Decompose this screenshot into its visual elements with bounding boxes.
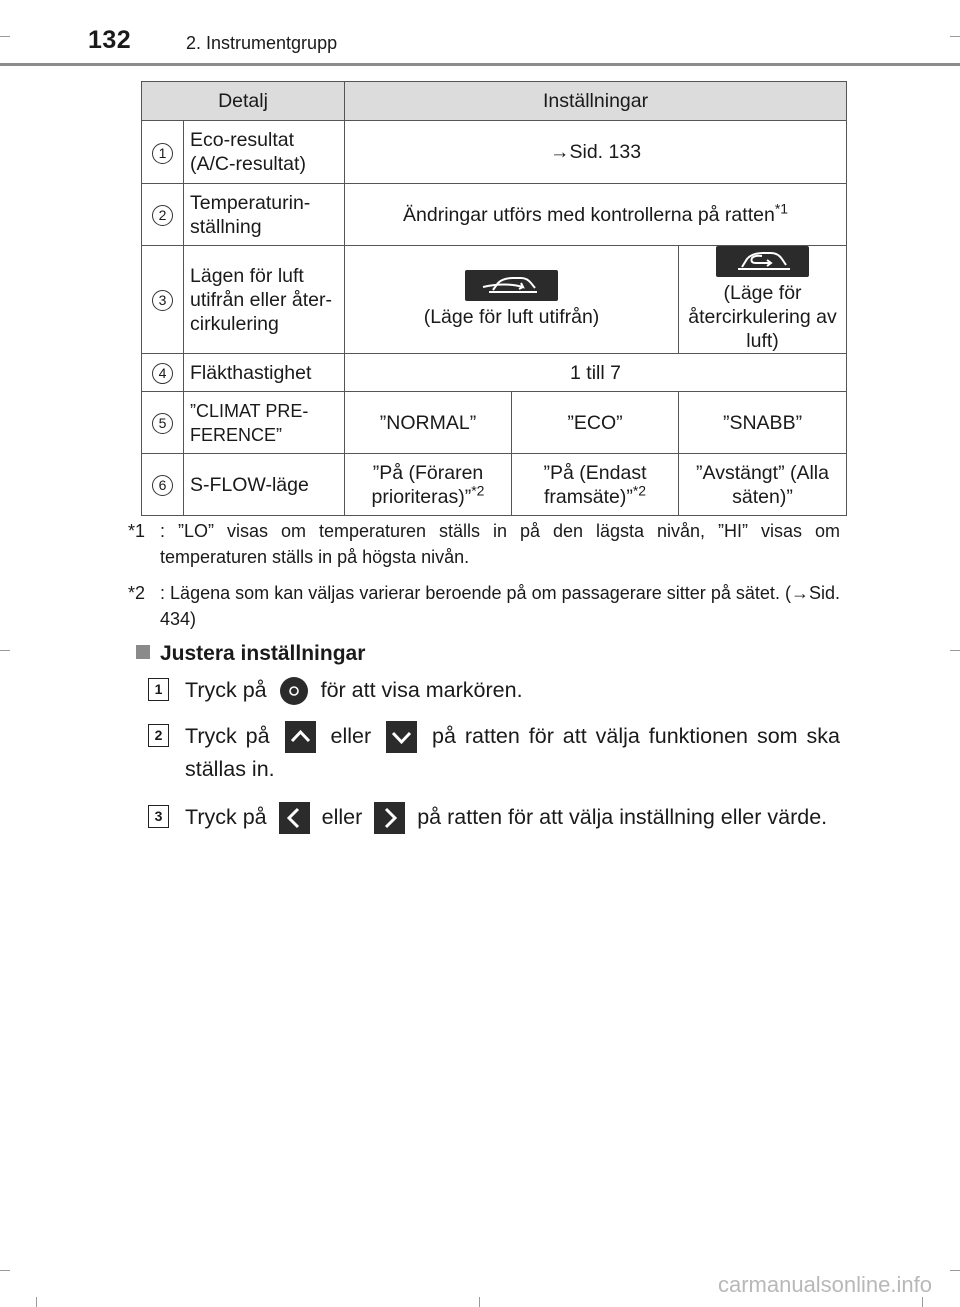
page-header	[0, 0, 960, 68]
row-item: Fläkthastighet	[184, 354, 345, 392]
step	[148, 720, 840, 786]
option-recirculation-label: (Läge för återcirkulering av luft)	[688, 282, 837, 352]
footnote-mark: *2	[128, 583, 146, 603]
crop-mark	[0, 650, 10, 651]
row-item: S-FLOW-läge	[184, 454, 345, 516]
option-outside-air-label: (Läge för luft utifrån)	[423, 306, 600, 328]
step	[148, 674, 840, 707]
page-number: 132	[88, 26, 132, 54]
chevron-right-icon	[374, 802, 405, 834]
row-item: Eco-resultat (A/C-resultat)	[184, 121, 345, 184]
column-header-settings: Inställningar	[345, 82, 847, 121]
settings-table	[141, 81, 847, 516]
row-number: 3	[152, 290, 173, 311]
option-driver-priority: ”På (Föraren prioriteras)”	[371, 461, 484, 508]
chevron-up-icon	[285, 721, 316, 753]
footnote-ref: *2	[471, 482, 485, 498]
step	[148, 801, 840, 834]
step-number: 2	[148, 724, 169, 747]
row-item: Lägen för luft utifrån eller åter-cirkulering	[184, 246, 345, 354]
option-normal: ”NORMAL”	[345, 392, 512, 454]
square-bullet-icon	[136, 645, 150, 659]
step-text: på ratten för att välja funktionen som ska ställas in.	[185, 724, 840, 782]
step-text: på ratten för att välja inställning eller värde.	[417, 805, 828, 829]
chevron-left-icon	[279, 802, 310, 834]
table-row	[142, 454, 847, 516]
option-snabb: ”SNABB”	[679, 392, 847, 454]
recirculation-icon	[716, 246, 809, 277]
header-rule	[0, 63, 960, 66]
row-number: 6	[152, 475, 173, 496]
section-title: Justera inställningar	[160, 642, 366, 665]
row-number: 1	[152, 143, 173, 164]
step-text: eller	[321, 805, 363, 829]
option-off: ”Avstängt” (Alla säten)”	[679, 454, 847, 516]
crop-mark	[950, 650, 960, 651]
footnote	[128, 518, 840, 570]
crop-mark	[479, 1297, 480, 1307]
row-value: Ändringar utförs med kontrollerna på ratten	[403, 203, 775, 226]
step-number: 1	[148, 678, 169, 701]
column-header-detail: Detalj	[142, 82, 345, 121]
row-number: 5	[152, 413, 173, 434]
row-number: 4	[152, 363, 173, 384]
step-text: för att visa markören.	[320, 678, 523, 702]
section-heading	[136, 642, 365, 666]
footnote	[128, 580, 840, 632]
step-text: eller	[330, 724, 372, 748]
footnote-ref: *1	[774, 200, 789, 216]
table-row	[142, 246, 847, 354]
step-text: Tryck på	[185, 678, 267, 702]
row-value: →Sid. 133	[345, 121, 847, 184]
row-item: Temperaturin-ställning	[184, 184, 345, 246]
table-row	[142, 392, 847, 454]
option-eco: ”ECO”	[512, 392, 679, 454]
outside-air-icon	[465, 270, 558, 301]
chapter-title: 2. Instrumentgrupp	[186, 33, 338, 53]
footnote-mark: *1	[128, 521, 146, 541]
round-button-icon	[279, 676, 309, 706]
footnote-text: : Lägena som kan väljas varierar beroende på om passagerare sitter på sätet. (→Sid. 434)	[160, 583, 840, 629]
row-item: ”CLIMAT PRE-FERENCE”	[184, 392, 345, 454]
step-text: Tryck på	[185, 724, 270, 748]
table-row	[142, 121, 847, 184]
table-row	[142, 184, 847, 246]
crop-mark	[36, 1297, 37, 1307]
footnote-text: : ”LO” visas om temperaturen ställs in på den lägsta nivån, ”HI” visas om temperaturen ställs in på högsta nivån.	[160, 521, 840, 567]
footnote-ref: *2	[632, 482, 647, 498]
step-text: Tryck på	[185, 805, 267, 829]
table-row	[142, 354, 847, 392]
step-number: 3	[148, 805, 169, 828]
row-number: 2	[152, 205, 173, 226]
crop-mark	[0, 1270, 10, 1271]
crop-mark	[922, 1297, 923, 1307]
crop-mark	[950, 1270, 960, 1271]
option-front-seats: ”På (Endast framsäte)”	[543, 461, 647, 508]
chevron-down-icon	[386, 721, 417, 753]
row-value: 1 till 7	[345, 354, 847, 392]
watermark: carmanualsonline.info	[717, 1272, 932, 1297]
